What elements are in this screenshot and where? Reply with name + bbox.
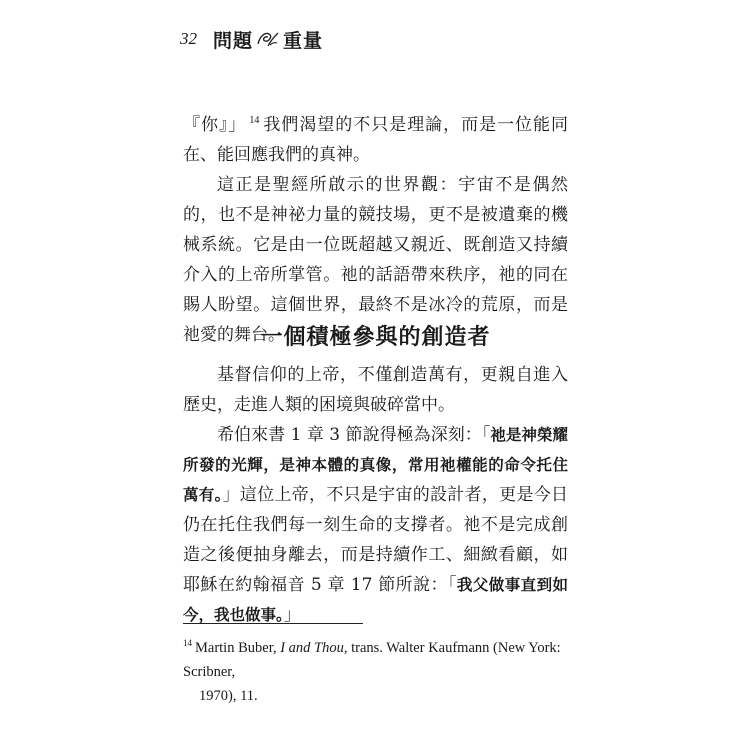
- paragraph-text: 希伯來書 1 章 3 節說得極為深刻：「: [217, 425, 491, 445]
- scripture-quote: 我父做事直到如今，我也做事。: [183, 576, 568, 624]
- section-heading: 一個積極參與的創造者: [260, 325, 491, 350]
- paragraph: [183, 420, 568, 630]
- quote-close: 」: [222, 485, 240, 505]
- footnote-number: 14: [183, 638, 192, 649]
- running-title: [213, 26, 323, 53]
- paragraph: [183, 110, 568, 170]
- paragraph-text: 這位上帝，不只是宇宙的設計者，更是今日仍在托住我們每一刻生命的支撐者。祂不是完成創造之後便抽身離去，而是持續作工、細緻看顧，如耶穌在約翰福音 5 章 17 節所說：「: [183, 485, 569, 595]
- running-title-right: 重量: [283, 29, 324, 52]
- running-header: [180, 24, 323, 54]
- footnote-continuation: 1970), 11.: [199, 688, 258, 704]
- footnote-author: Martin Buber,: [195, 640, 281, 656]
- quote-close: 」: [283, 605, 301, 625]
- ornament-icon: [255, 28, 281, 50]
- footnote-book-title: I and Thou: [280, 640, 344, 656]
- footnote-line: [183, 636, 568, 684]
- section-two: [183, 360, 568, 630]
- footnote-divider: [183, 623, 363, 624]
- running-title-left: 問題: [213, 29, 254, 52]
- footnote-citation: , trans. Walter Kaufmann (New York: Scribner,: [183, 640, 561, 680]
- scripture-quote: 祂是神榮耀所發的光輝，是神本體的真像，常用祂權能的命令托住萬有。: [183, 426, 568, 504]
- footnote-marker[interactable]: 14: [249, 115, 260, 127]
- paragraph-text: 我們渴望的不只是理論，而是一位能同在、能回應我們的真神。: [183, 115, 569, 165]
- footnote: [183, 636, 568, 708]
- page-number: 32: [180, 29, 197, 48]
- section-one: [183, 110, 568, 350]
- paragraph: 基督信仰的上帝，不僅創造萬有，更親自進入歷史，走進人類的困境與破碎當中。: [183, 365, 568, 415]
- quote-close: 『你』」: [183, 115, 247, 135]
- paragraph: 這正是聖經所啟示的世界觀：宇宙不是偶然的，也不是神祕力量的競技場，更不是被遺棄的機械系統。它是由一位既超越又親近、既創造又持續介入的上帝所掌管。祂的話語帶來秩序，祂的同在賜人盼望。這個世界，最終不是冰冷的荒原，而是祂愛的舞台。: [183, 175, 568, 345]
